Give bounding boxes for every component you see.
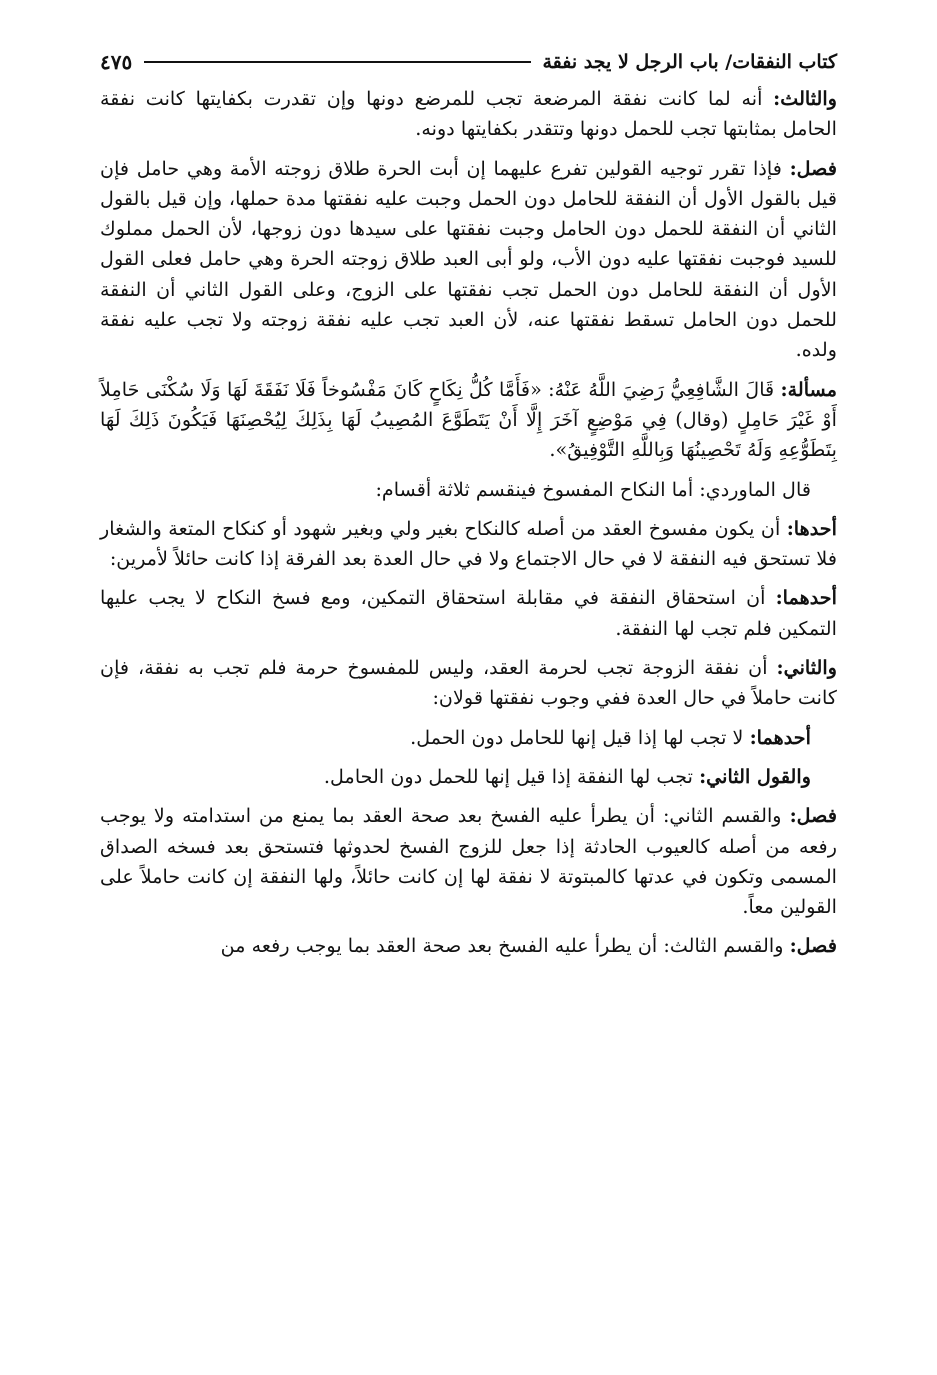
paragraph-lead: فصل:: [789, 934, 837, 958]
paragraph-text: والقسم الثاني: أن يطرأ عليه الفسخ بعد صحة العقد بما يمنع من استدامته ولا يوجب رفعه من أصله كالعيوب الحادثة إذا جعل للزوج الفسخ لحدوثها فتستحق بعد فسخه الصداق المسمى وتكون في عدتها كالمبتوتة لا نفقة لها إن كانت حائلاً، ولها النفقة إن كانت حاملاً على القولين معاً.: [100, 804, 837, 919]
paragraph-text: لا تجب لها إذا قيل إنها للحامل دون الحمل.: [410, 725, 750, 749]
page-number: ٤٧٥: [100, 50, 133, 74]
paragraph-text: أن استحقاق النفقة في مقابلة استحقاق التمكين، ومع فسخ النكاح لا يجب عليها التمكين فلم تجب لها النفقة.: [100, 586, 837, 640]
paragraph: [100, 801, 837, 922]
paragraph: [100, 375, 837, 466]
paragraph-text: تجب لها النفقة إذا قيل إنها للحمل دون الحامل.: [323, 764, 700, 788]
paragraph-lead: أحدها:: [786, 516, 837, 540]
paragraph: [100, 583, 837, 644]
header-rule: [144, 61, 530, 63]
paragraph-lead: أحدهما:: [775, 586, 837, 610]
paragraph: [100, 84, 837, 145]
paragraph: [100, 723, 837, 753]
paragraph: [100, 475, 837, 505]
paragraph-text: أنه لما كانت نفقة المرضعة تجب للمرضع دونها وإن تقدرت بكفايتها كانت نفقة الحامل بمثابتها تجب للحمل دونها وتتقدر بكفايتها دونه.: [100, 87, 837, 141]
body-text: [100, 84, 837, 962]
paragraph-text: قال الماوردي: أما النكاح المفسوخ فينقسم ثلاثة أقسام:: [375, 477, 811, 501]
paragraph-lead: والثالث:: [773, 87, 837, 110]
paragraph-lead: فصل:: [789, 156, 837, 180]
running-title: كتاب النفقات/ باب الرجل لا يجد نفقة: [542, 50, 837, 73]
paragraph: [100, 653, 837, 714]
paragraph: [100, 762, 837, 792]
paragraph-lead: والثاني:: [776, 656, 837, 680]
paragraph: [100, 931, 837, 961]
paragraph-lead: أحدهما:: [749, 725, 811, 749]
paragraph-text: فإذا تقرر توجيه القولين تفرع عليهما إن أبت الحرة طلاق زوجته الأمة وهي حامل فإن قيل بالقول الأول أن النفقة للحامل دون الحمل وجبت عليه نفقتها مدة حملها، وإن قيل بالقول الثاني أن النفقة للحمل دون الحامل وجبت نفقتها على سيدها دون زوجها، لأن الحمل مملوك للسيد فوجبت نفقتها عليه دون الأب، ولو أبى العبد طلاق زوجته الحرة وهي حامل فعلى القول الأول أن النفقة للحامل دون الحمل تجب نفقتها على الزوج، وعلى القول الثاني أن النفقة للحمل دون الحامل تسقط نفقتها عنه، لأن العبد تجب عليه نفقة زوجته ولا تجب عليه نفقة ولده.: [100, 156, 837, 362]
paragraph-text: أن نفقة الزوجة تجب لحرمة العقد، وليس للمفسوخ حرمة فلم تجب به نفقة، فإن كانت حاملاً في حال العدة ففي وجوب نفقتها قولان:: [100, 656, 837, 710]
paragraph-text: قَالَ الشَّافِعِيُّ رَضِيَ اللَّهُ عَنْهُ: «فَأَمَّا كُلُّ نِكَاحٍ كَانَ مَفْسُوخاً فَلَا نَفَقَةَ لَهَا وَلَا سُكْنَى حَامِلاً أَوْ غَيْرَ حَامِلٍ (وقال) فِي مَوْضِعٍ آخَرَ إِلَّا أَنْ يَتَطَوَّعَ المُصِيبُ لَهَا بِذَلِكَ لِيُحْصِنَهَا فَيَكُونَ ذَلِكَ لَهَا بِتَطَوُّعِهِ وَلَهُ تَحْصِينُهَا وَبِاللَّهِ التَّوْفِيقُ».: [100, 377, 837, 462]
paragraph-lead: والقول الثاني:: [699, 764, 811, 788]
running-header: [100, 40, 837, 84]
paragraph-lead: فصل:: [789, 804, 837, 828]
paragraph-text: والقسم الثالث: أن يطرأ عليه الفسخ بعد صحة العقد بما يوجب رفعه من: [220, 934, 790, 958]
paragraph-text: أن يكون مفسوخ العقد من أصله كالنكاح بغير ولي وبغير شهود أو كنكاح المتعة والشغار فلا تستحق فيه النفقة لا في حال الاجتماع ولا في حال العدة بعد الفرقة إذا كانت حائلاً لأمرين:: [100, 516, 837, 571]
paragraph-lead: مسألة:: [780, 377, 837, 401]
paragraph: [100, 514, 837, 575]
paragraph: [100, 154, 837, 366]
